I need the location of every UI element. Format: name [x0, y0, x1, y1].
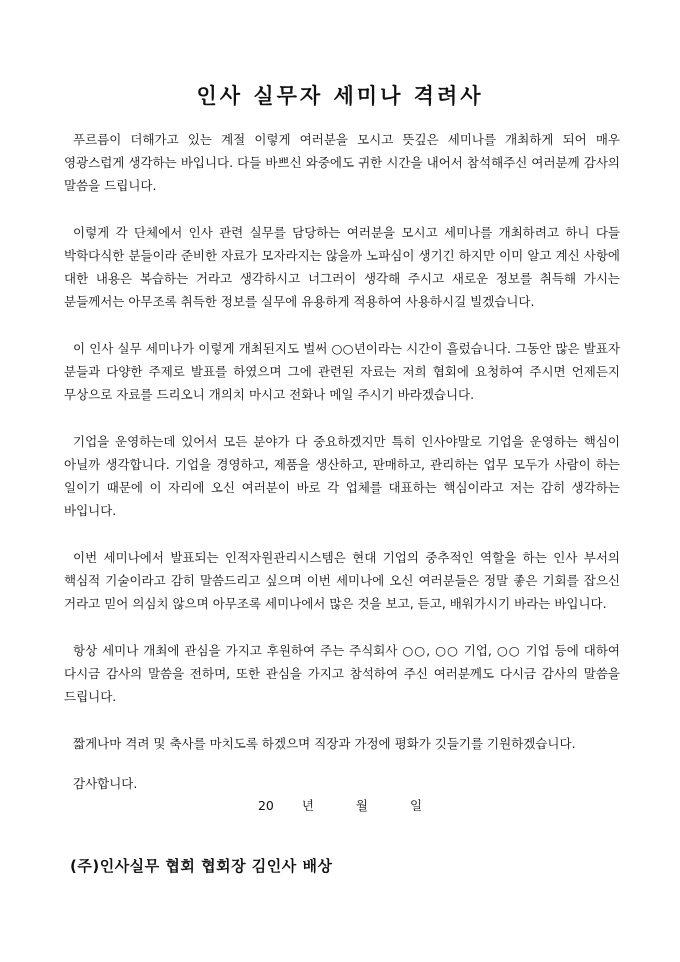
- paragraph-seminar-history: 이 인사 실무 세미나가 이렇게 개최된지도 벌써 ○○년이라는 시간이 흘렀습니다. 그동안 많은 발표자 분들과 다양한 주제로 발표를 하였으며 그에 관련된 자료는 저희 협회에 요청하여 주시면 언제든지 무상으로 자료를 드리오니 개의치 마시고 전화나 메일 주시기 바라겠습니다.: [64, 341, 620, 402]
- date-year-unit: 년: [301, 798, 314, 813]
- date-day-unit: 일: [409, 798, 423, 813]
- paragraph-closing: 짧게나마 격려 및 축사를 마치도록 하겠으며 직장과 가정에 평화가 깃들기를 기원하겠습니다.: [73, 736, 576, 751]
- paragraph-thanks: 감사합니다.: [73, 776, 138, 791]
- date-year: [258, 796, 314, 814]
- date-month-unit: 월: [355, 798, 368, 813]
- paragraph-hrm-system: 이번 세미나에서 발표되는 인적자원관리시스템은 현대 기업의 중추적인 역할을 하는 인사 부서의 핵심적 기술이라고 감히 말씀드리고 싶으며 이번 세미나에 오신 여러분들은 정말 좋은 기회를 잡으신 거라고 믿어 의심치 않으며 아무조록 세미나에서 많은 것을 보고, 듣고, 배워가시기 바라는 바입니다.: [64, 550, 620, 611]
- paragraph-greeting: 푸르름이 더해가고 있는 계절 이렇게 여러분을 모시고 뜻깊은 세미나를 개최하게 되어 매우 영광스럽게 생각하는 바입니다. 다들 바쁘신 와중에도 귀한 시간을 내어서 참석해주신 여러분께 감사의 말씀을 드립니다.: [64, 132, 620, 193]
- date-line: [0, 796, 680, 814]
- speech-body: [64, 128, 620, 812]
- date-year-prefix: 20: [257, 798, 274, 813]
- paragraph-seminar-intro: 이렇게 각 단체에서 인사 관련 실무를 담당하는 여러분을 모시고 세미나를 개최하려고 하니 다들 박학다식한 분들이라 준비한 자료가 모자라지는 않을까 노파심이 생기긴 하지만 이미 알고 계신 사항에 대한 내용은 복습하는 거라고 생각하시고 너그러이 생각해 주시고 새로운 정보를 취득해 가시는 분들께서는 아무조록 취득한 정보를 실무에 유용하게 적용하여 사용하시길 빌겠습니다.: [64, 225, 620, 309]
- paragraph-sponsor-thanks: 항상 세미나 개최에 관심을 가지고 후원하여 주는 주식회사 ○○, ○○ 기업, ○○ 기업 등에 대하여 다시금 감사의 말씀을 전하며, 또한 관심을 가지고 참석하여 주신 여러분께도 다시금 감사의 말씀을 드립니다.: [64, 643, 620, 704]
- signature: (주)인사실무 협회 협회장 김인사 배상: [70, 857, 333, 875]
- page-title: 인사 실무자 세미나 격려사: [196, 84, 484, 108]
- paragraph-hr-importance: 기업을 운영하는데 있어서 모든 분야가 다 중요하겠지만 특히 인사야말로 기업을 운영하는 핵심이 아닐까 생각합니다. 기업을 경영하고, 제품을 생산하고, 판매하고, 관리하는 업무 모두가 사람이 하는 일이기 때문에 이 자리에 오신 여러분이 바로 각 업체를 대표하는 핵심이라고 저는 감히 생각하는 바입니다.: [64, 434, 620, 518]
